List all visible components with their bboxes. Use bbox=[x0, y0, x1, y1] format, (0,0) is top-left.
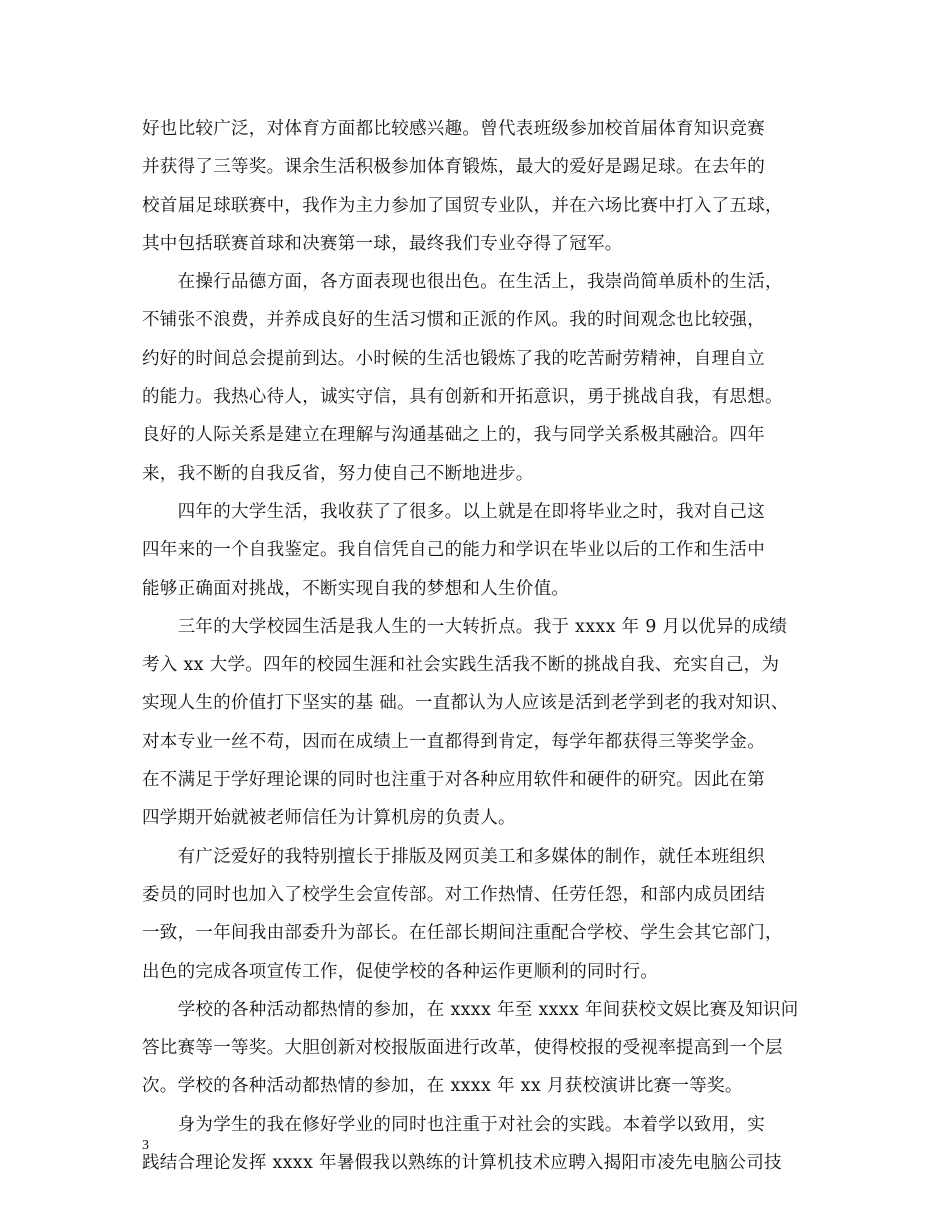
text-line: 对本专业一丝不苟，因而在成绩上一直都得到肯定，每学年都获得三等奖学金。 bbox=[142, 731, 765, 752]
text-line: 有广泛爱好的我特别擅长于排版及网页美工和多媒体的制作，就任本班组织 bbox=[142, 846, 765, 867]
text-line: 在不满足于学好理论课的同时也注重于对各种应用软件和硬件的研究。因此在第 bbox=[142, 770, 765, 791]
text-line: 出色的完成各项宣传工作，促使学校的各种运作更顺利的同时行。 bbox=[142, 961, 659, 982]
text-line: 校首届足球联赛中，我作为主力参加了国贸专业队，并在六场比赛中打入了五球， bbox=[142, 195, 783, 216]
text-line: 其中包括联赛首球和决赛第一球，最终我们专业夺得了冠军。 bbox=[142, 233, 623, 254]
text-line: 身为学生的我在修好学业的同时也注重于对社会的实践。本着学以致用，实 bbox=[142, 1114, 765, 1135]
text-line: 三年的大学校园生活是我人生的一大转折点。我于 xxxx 年 9 月以优异的成绩 bbox=[142, 616, 788, 637]
text-line: 良好的人际关系是建立在理解与沟通基础之上的，我与同学关系极其融洽。四年 bbox=[142, 425, 765, 446]
text-line: 的能力。我热心待人，诚实守信，具有创新和开拓意识，勇于挑战自我，有思想。 bbox=[142, 387, 783, 408]
text-line: 委员的同时也加入了校学生会宣传部。对工作热情、任劳任怨，和部内成员团结 bbox=[142, 884, 765, 905]
text-line: 好也比较广泛，对体育方面都比较感兴趣。曾代表班级参加校首届体育知识竞赛 bbox=[142, 119, 765, 139]
text-line: 来，我不断的自我反省，努力使自己不断地进步。 bbox=[142, 463, 534, 484]
text-line: 实现人生的价值打下坚实的基 础。一直都认为人应该是活到老学到老的我对知识、 bbox=[142, 693, 789, 714]
body-text bbox=[142, 110, 822, 1182]
text-line: 答比赛等一等奖。大胆创新对校报版面进行改革，使得校报的受视率提高到一个层 bbox=[142, 1038, 783, 1059]
text-line: 并获得了三等奖。课余生活积极参加体育锻炼，最大的爱好是踢足球。在去年的 bbox=[142, 157, 765, 178]
text-line: 践结合理论发挥 xxxx 年暑假我以熟练的计算机技术应聘入揭阳市凌先电脑公司技 bbox=[142, 1153, 782, 1174]
text-line: 学校的各种活动都热情的参加，在 xxxx 年至 xxxx 年间获校文娱比赛及知识问 bbox=[142, 999, 799, 1020]
text-line: 四学期开始就被老师信任为计算机房的负责人。 bbox=[142, 808, 516, 829]
text-line: 考入 xx 大学。四年的校园生涯和社会实践生活我不断的挑战自我、充实自己，为 bbox=[142, 655, 780, 676]
text-line: 不铺张不浪费，并养成良好的生活习惯和正派的作风。我的时间观念也比较强， bbox=[142, 310, 765, 331]
text-line: 四年来的一个自我鉴定。我自信凭自己的能力和学识在毕业以后的工作和生活中 bbox=[142, 540, 765, 561]
text-line: 能够正确面对挑战，不断实现自我的梦想和人生价值。 bbox=[142, 578, 570, 599]
text-line: 次。学校的各种活动都热情的参加，在 xxxx 年 xx 月获校演讲比赛一等奖。 bbox=[142, 1076, 743, 1097]
text-line: 四年的大学生活，我收获了了很多。以上就是在即将毕业之时，我对自己这 bbox=[142, 501, 765, 522]
page-number: 3 bbox=[142, 1138, 149, 1153]
text-line: 约好的时间总会提前到达。小时候的生活也锻炼了我的吃苦耐劳精神，自理自立 bbox=[142, 348, 765, 369]
text-line: 一致，一年间我由部委升为部长。在任部长期间注重配合学校、学生会其它部门， bbox=[142, 923, 783, 944]
text-line: 在操行品德方面，各方面表现也很出色。在生活上，我崇尚简单质朴的生活， bbox=[142, 272, 783, 293]
